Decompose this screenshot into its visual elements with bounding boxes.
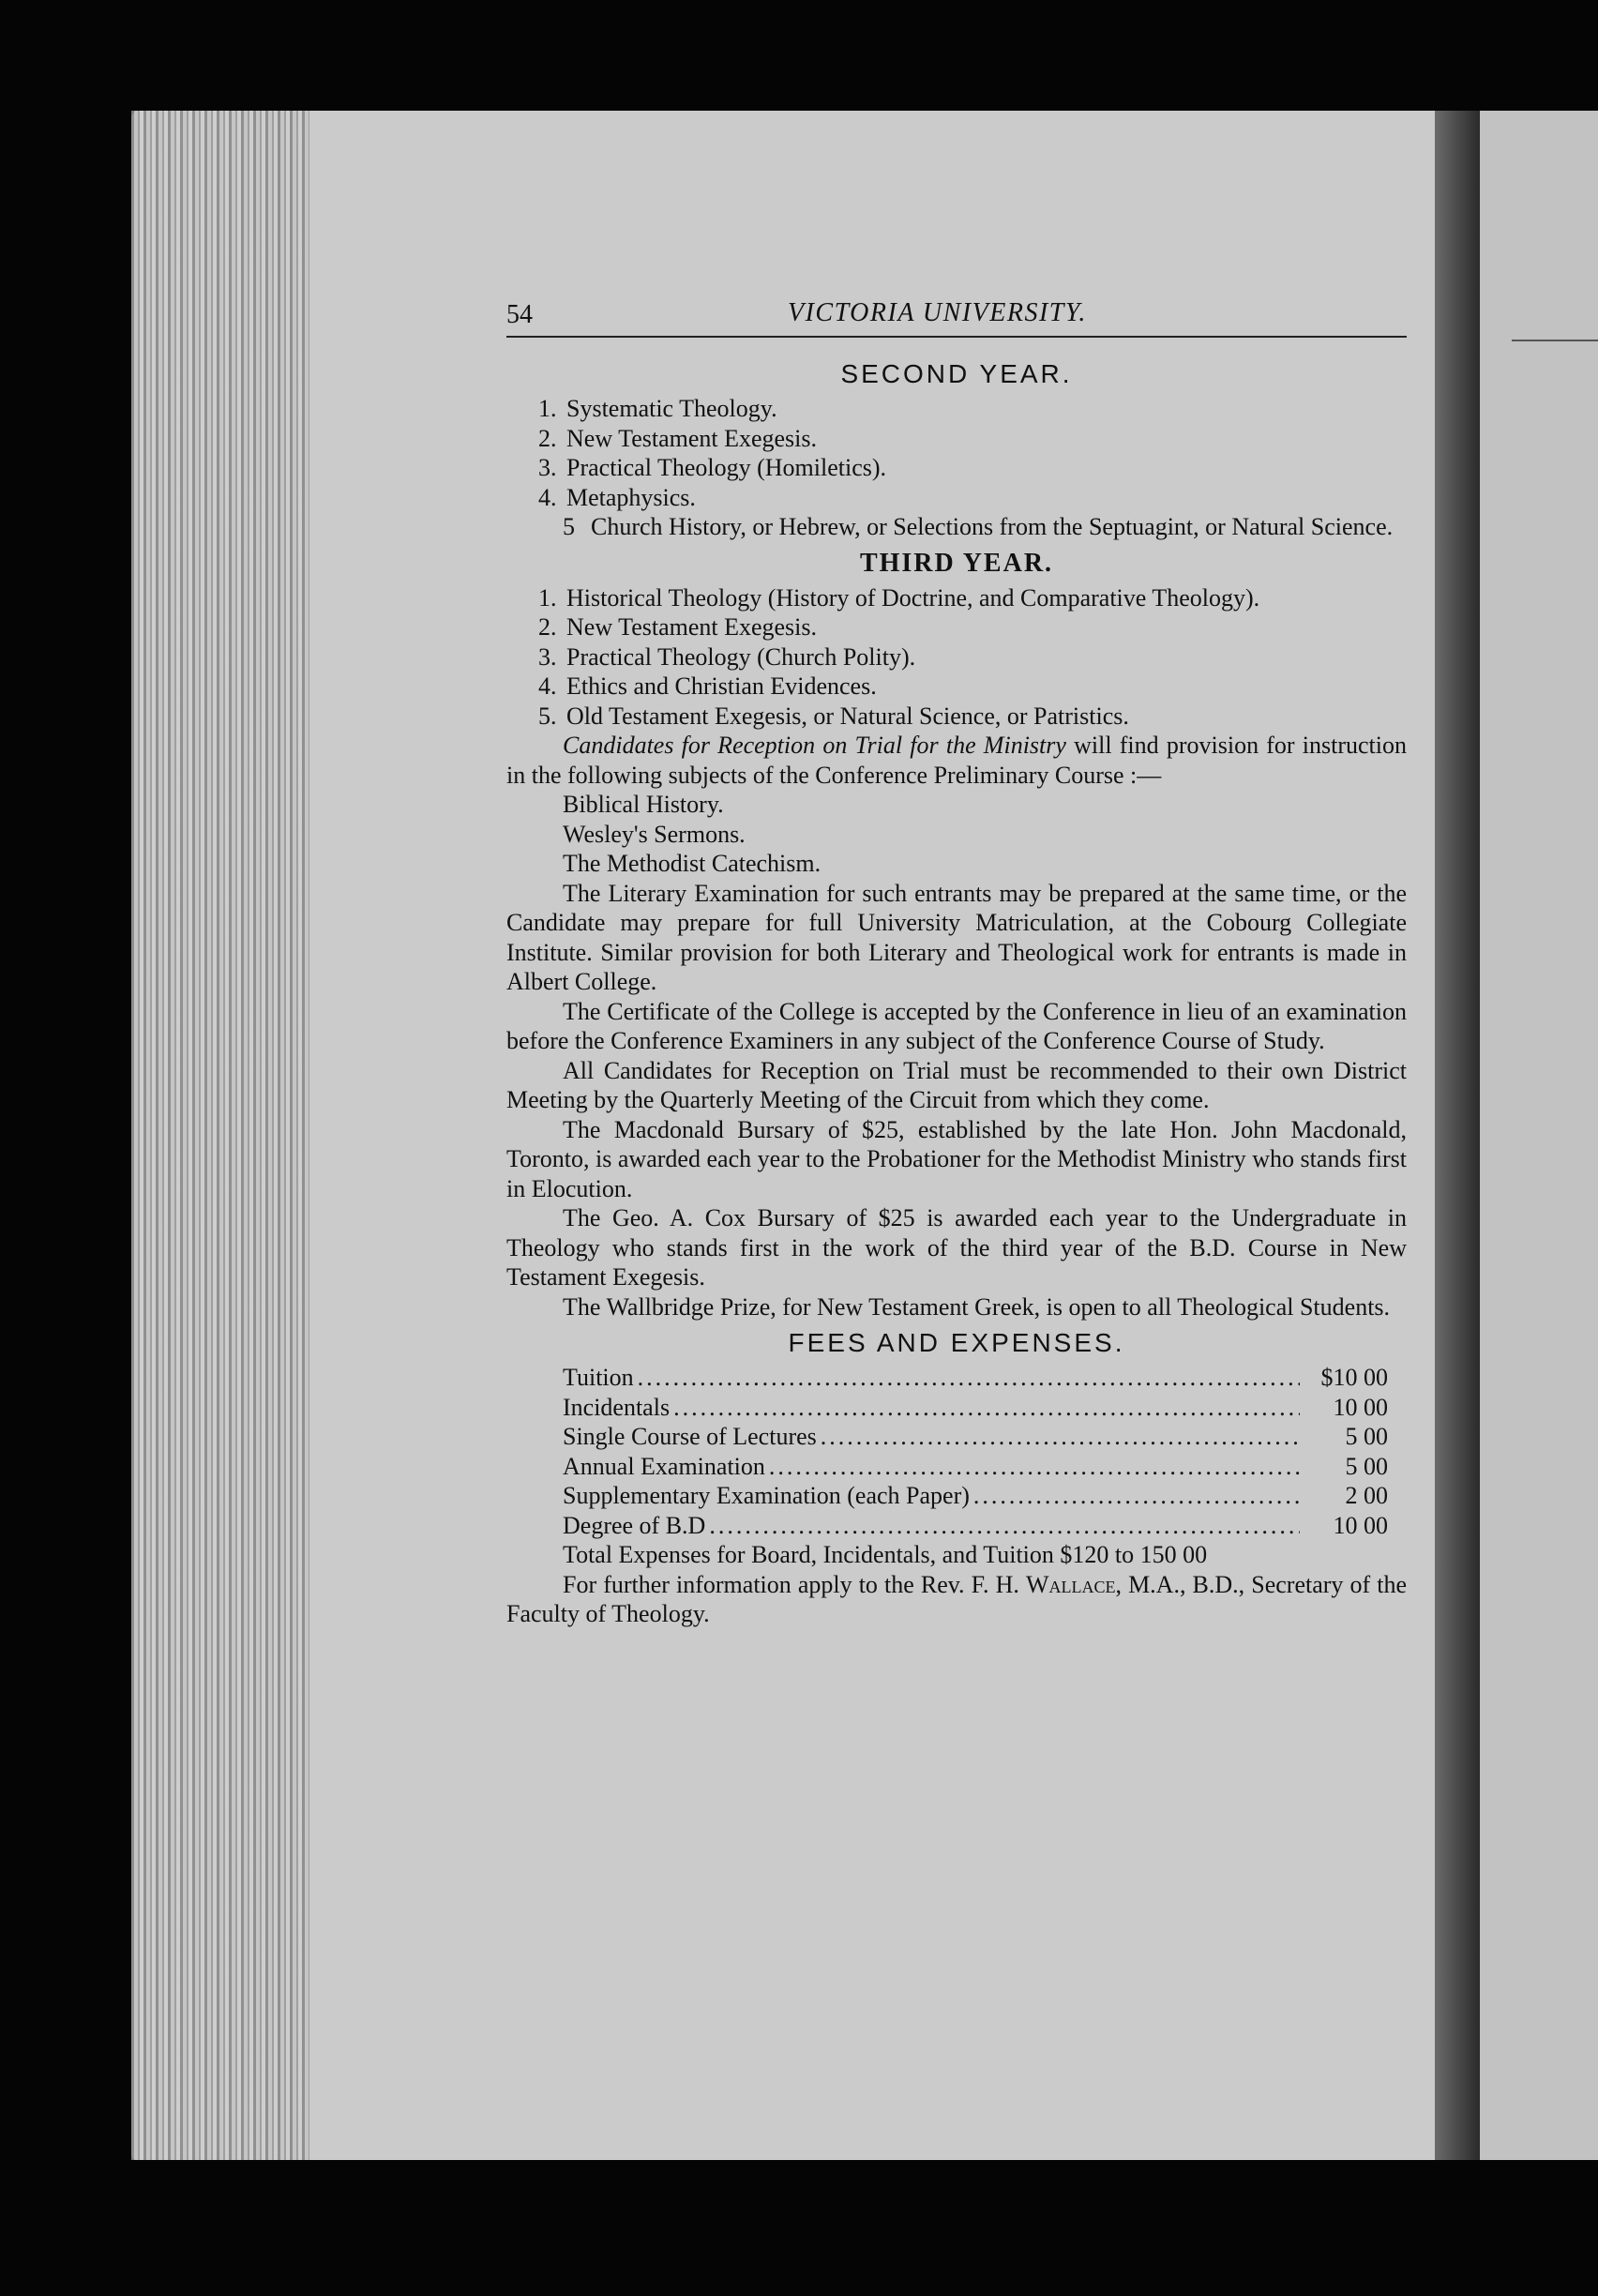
list-item: 3. Practical Theology (Church Polity).: [538, 642, 916, 671]
paragraph-cox-bursary: The Geo. A. Cox Bursary of $25 is awarded each year to the Undergraduate in Theology who stands first in the work of the third year of the B.D. Course in New Testament Exegesis.: [506, 1204, 1407, 1291]
paragraph-certificate: The Certificate of the College is accepted by the Conference in lieu of an examination before the Conference Examiners in any subject of the Conference Course of Study.: [506, 997, 1407, 1054]
facing-page: [1480, 111, 1598, 2160]
list-item: 5. Old Testament Exegesis, or Natural Science, or Patristics.: [538, 702, 1129, 730]
running-head: VICTORIA UNIVERSITY.: [788, 298, 1087, 327]
total-expenses: Total Expenses for Board, Incidentals, and Tuition $120 to 150 00: [563, 1541, 1208, 1568]
second-year-heading: SECOND YEAR.: [840, 359, 1073, 388]
fee-row: Single Course of Lectures ..... 5 00: [563, 1422, 1388, 1452]
list-item: 1. Systematic Theology.: [538, 395, 777, 422]
candidates-paragraph: Candidates for Reception on Trial for the Ministry will find provision for instruction in the following subjects of the Conference Preliminary Course :—: [506, 732, 1407, 789]
list-item: 3. Practical Theology (Homiletics).: [538, 454, 887, 481]
secretary-name: Wallace: [1025, 1570, 1116, 1598]
list-item: 1. Historical Theology (History of Doctrine, and Comparative Theology).: [538, 583, 1260, 612]
third-year-heading: THIRD YEAR.: [859, 548, 1054, 578]
contact-paragraph: For further information apply to the Rev. F. H. Wallace, M.A., B.D., Secretary of the Faculty of Theology.: [506, 1570, 1407, 1627]
third-year-list: [506, 583, 1407, 732]
subject-item: Biblical History.: [563, 791, 724, 818]
page-number: 54: [506, 300, 533, 329]
fee-row: Tuition ..... $10 00: [563, 1363, 1388, 1393]
list-item: 2. New Testament Exegesis.: [538, 424, 818, 452]
list-item: 4. Metaphysics.: [538, 483, 696, 511]
list-item: 4. Ethics and Christian Evidences.: [538, 672, 877, 700]
fee-row: Supplementary Examination (each Paper) ..... 2 00: [563, 1481, 1388, 1511]
fee-row: Annual Examination ..... 5 00: [563, 1452, 1388, 1482]
subject-item: Wesley's Sermons.: [563, 820, 746, 848]
page-text: [506, 281, 1407, 1629]
page-edges: [131, 111, 309, 2160]
page-header: [506, 281, 1407, 338]
second-year-list: [506, 394, 1407, 542]
fees-heading: FEES AND EXPENSES.: [788, 1328, 1125, 1357]
subject-item: The Methodist Catechism.: [563, 850, 822, 877]
paragraph-wallbridge-prize: The Wallbridge Prize, for New Testament Greek, is open to all Theological Students.: [563, 1292, 1391, 1321]
paragraph-candidates-reception: All Candidates for Reception on Trial must be recommended to their own District Meeting by the Quarterly Meeting of the Circuit from which they come.: [506, 1056, 1407, 1113]
paragraph-macdonald-bursary: The Macdonald Bursary of $25, established by the late Hon. John Macdonald, Toronto, is awarded each year to the Probationer for the Methodist Ministry who stands first in Elocution.: [506, 1115, 1407, 1202]
paragraph-literary-examination: The Literary Examination for such entrants may be prepared at the same time, or the Candidate may prepare for full University Matriculation, at the Cobourg Collegiate Institute. Similar provision for both Literary and Theological work for entrants is made in Albert College.: [506, 879, 1407, 995]
book-gutter: [1435, 111, 1480, 2160]
list-item: 5 Church History, or Hebrew, or Selections from the Septuagint, or Natural Science.: [563, 513, 1394, 540]
facing-page-rule: [1512, 340, 1598, 341]
list-item: 2. New Testament Exegesis.: [538, 613, 818, 641]
fee-row: Degree of B.D ..... 10 00: [563, 1511, 1388, 1541]
fee-row: Incidentals ..... 10 00: [563, 1393, 1388, 1423]
fees-table: [563, 1363, 1388, 1540]
